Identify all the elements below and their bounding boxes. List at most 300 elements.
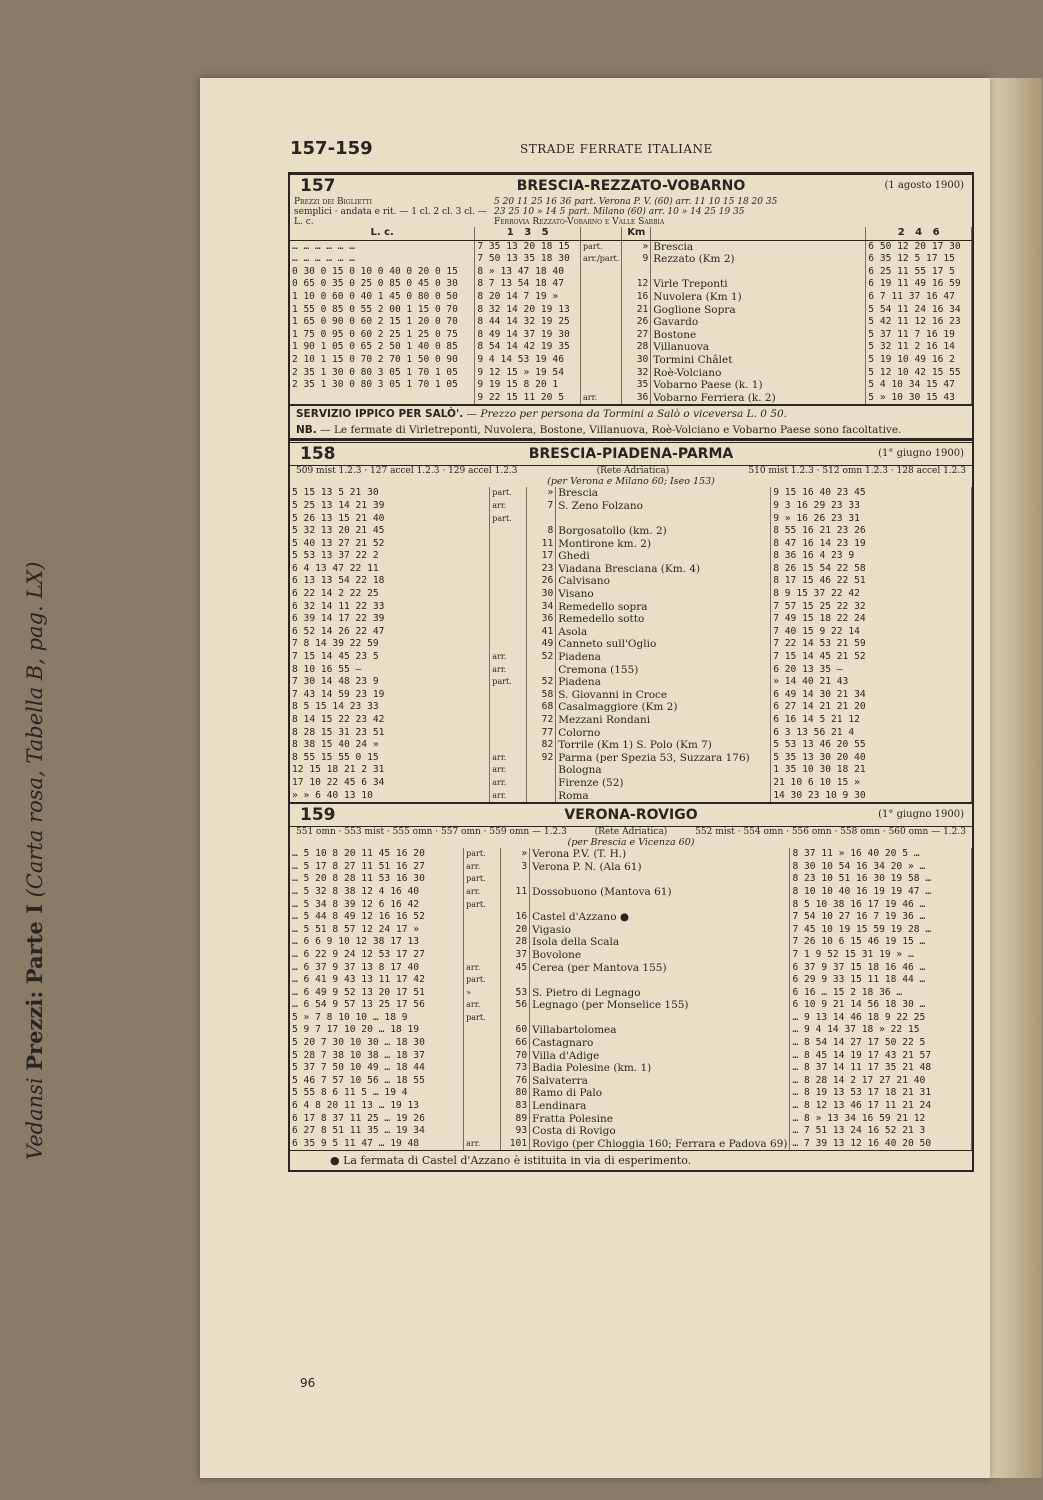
up-times: 1 35 10 30 18 21 [771, 764, 972, 777]
km-distance: 72 [527, 714, 556, 727]
km-distance: 37 [501, 949, 530, 962]
timetable-row [290, 316, 972, 329]
arr-part-tag [490, 563, 527, 576]
up-times: 5 37 11 7 16 19 [866, 329, 972, 342]
section-157 [290, 175, 972, 440]
km-distance: 83 [501, 1100, 530, 1113]
station-name: Tormini Châlet [651, 354, 866, 367]
timetable-row [290, 278, 972, 291]
timetable-row [290, 525, 972, 538]
timetable-row [290, 1012, 972, 1025]
km-distance: 36 [622, 392, 651, 405]
km-distance: 73 [501, 1062, 530, 1075]
servizio-note [290, 404, 972, 422]
km-distance: 16 [622, 291, 651, 304]
km-distance: 92 [527, 752, 556, 765]
down-times: … 6 22 9 24 12 53 17 27 [290, 949, 464, 962]
arr-part-tag [490, 701, 527, 714]
timetable-row [290, 739, 972, 752]
arr-part-tag: arr./part. [581, 253, 622, 266]
up-times: 6 25 11 55 17 5 [866, 266, 972, 279]
km-distance: 52 [527, 676, 556, 689]
up-times: 7 45 10 19 15 59 19 28 … [790, 924, 972, 937]
down-times: 9 12 15 » 19 54 [475, 367, 581, 380]
timetable-row [290, 861, 972, 874]
km-distance: 21 [622, 304, 651, 317]
km-distance: 28 [622, 341, 651, 354]
km-distance [501, 1012, 530, 1025]
up-times: 6 3 13 56 21 4 [771, 727, 972, 740]
timetable-row [290, 899, 972, 912]
timetable-row [290, 638, 972, 651]
arr-part-tag [490, 550, 527, 563]
km-distance: 8 [527, 525, 556, 538]
up-times: 9 15 16 40 23 45 [771, 487, 972, 500]
arr-part-tag [490, 613, 527, 626]
arr-part-tag: arr. [464, 962, 501, 975]
station-name: Brescia [651, 240, 866, 253]
timetable-row [290, 752, 972, 765]
down-times: 12 15 18 21 2 31 [290, 764, 490, 777]
timetable-frame [288, 172, 974, 1172]
down-times: 5 32 13 20 21 45 [290, 525, 490, 538]
rete-label: (Rete Adriatica) [596, 466, 670, 477]
timetable-row [290, 911, 972, 924]
timetable-row [290, 341, 972, 354]
up-times: » 14 40 21 43 [771, 676, 972, 689]
timetable-row [290, 676, 972, 689]
down-times: 9 19 15 8 20 1 [475, 379, 581, 392]
station-name [530, 899, 790, 912]
up-times: 6 19 11 49 16 59 [866, 278, 972, 291]
up-times: … 8 19 13 53 17 18 21 31 [790, 1087, 972, 1100]
s159-table [290, 848, 972, 1150]
up-times: 8 23 10 51 16 30 19 58 … [790, 873, 972, 886]
arr-part-tag [581, 291, 622, 304]
fare-cells: … … … … … … [290, 240, 475, 253]
down-times: 7 8 14 39 22 59 [290, 638, 490, 651]
down-times: 6 22 14 2 22 25 [290, 588, 490, 601]
up-times: … 8 » 13 34 16 59 21 12 [790, 1113, 972, 1126]
down-times: 7 30 14 48 23 9 [290, 676, 490, 689]
up-times: 8 36 16 4 23 9 [771, 550, 972, 563]
timetable-row [290, 727, 972, 740]
col-down-trains: 1 3 5 [475, 227, 581, 240]
timetable-row [290, 487, 972, 500]
s158-rows [290, 487, 972, 802]
timetable-row [290, 924, 972, 937]
arr-part-tag [490, 588, 527, 601]
down-times: 5 15 13 5 21 30 [290, 487, 490, 500]
arr-part-tag: arr. [464, 886, 501, 899]
arr-part-tag [581, 341, 622, 354]
down-times: 9 4 14 53 19 46 [475, 354, 581, 367]
km-distance: 34 [527, 601, 556, 614]
up-times: 8 47 16 14 23 19 [771, 538, 972, 551]
nb-text: — Le fermate di Virletreponti, Nuvolera, Bostone, Villanuova, Roè-Volciano e Vobarno Paese sono facoltative. [320, 424, 902, 437]
station-name: Visano [556, 588, 771, 601]
station-name: Casalmaggiore (Km 2) [556, 701, 771, 714]
arr-part-tag [490, 689, 527, 702]
arr-part-tag: arr. [490, 500, 527, 513]
timetable-row [290, 714, 972, 727]
km-distance [501, 974, 530, 987]
fare-cells: 1 65 0 90 0 60 2 15 1 20 0 70 [290, 316, 475, 329]
timetable-row [290, 601, 972, 614]
timetable-row [290, 651, 972, 664]
timetable-row [290, 873, 972, 886]
timetable-row [290, 1075, 972, 1088]
km-distance [622, 266, 651, 279]
down-times: 5 46 7 57 10 56 … 18 55 [290, 1075, 464, 1088]
arr-part-tag: part. [464, 873, 501, 886]
up-times: 7 22 14 53 21 59 [771, 638, 972, 651]
station-name: Rezzato (Km 2) [651, 253, 866, 266]
down-times: 5 53 13 37 22 2 [290, 550, 490, 563]
km-distance: 26 [622, 316, 651, 329]
km-distance [527, 790, 556, 803]
arr-part-tag [464, 911, 501, 924]
up-times: 8 26 15 54 22 58 [771, 563, 972, 576]
timetable-row [290, 664, 972, 677]
timetable-row [290, 1062, 972, 1075]
s157-column-head [290, 227, 972, 240]
up-times: 9 3 16 29 23 33 [771, 500, 972, 513]
fare-cells: … … … … … … [290, 253, 475, 266]
up-times: 5 » 10 30 15 43 [866, 392, 972, 405]
up-times: 7 54 10 27 16 7 19 36 … [790, 911, 972, 924]
down-times: 8 32 14 20 19 13 [475, 304, 581, 317]
arr-part-tag [464, 1087, 501, 1100]
up-times: 6 7 11 37 16 47 [866, 291, 972, 304]
down-times: … 5 17 8 27 11 51 16 27 [290, 861, 464, 874]
up-times: 7 15 14 45 21 52 [771, 651, 972, 664]
km-distance: 23 [527, 563, 556, 576]
down-times: 8 54 14 42 19 35 [475, 341, 581, 354]
station-name: Remedello sopra [556, 601, 771, 614]
down-times: 7 35 13 20 18 15 [475, 240, 581, 253]
arr-part-tag [464, 1113, 501, 1126]
down-times: 5 » 7 8 10 10 … 18 9 [290, 1012, 464, 1025]
timetable-row [290, 1113, 972, 1126]
prices-header [294, 197, 494, 227]
station-name: S. Zeno Folzano [556, 500, 771, 513]
up-times: 7 49 15 18 22 24 [771, 613, 972, 626]
arr-part-tag [581, 367, 622, 380]
km-distance: » [622, 240, 651, 253]
station-name: Gavardo [651, 316, 866, 329]
down-times: … 5 10 8 20 11 45 16 20 [290, 848, 464, 861]
servizio-text: — Prezzo per persona da Tormini a Salò o viceversa L. 0 50. [466, 408, 787, 421]
down-times: … 5 20 8 28 11 53 16 30 [290, 873, 464, 886]
up-times: 8 9 15 37 22 42 [771, 588, 972, 601]
km-distance [527, 664, 556, 677]
km-distance: 77 [527, 727, 556, 740]
down-times: 8 7 13 54 18 47 [475, 278, 581, 291]
arr-part-tag [581, 329, 622, 342]
km-distance: 68 [527, 701, 556, 714]
arr-part-tag: arr. [464, 861, 501, 874]
arr-part-tag: part. [490, 487, 527, 500]
down-times: … 5 32 8 38 12 4 16 40 [290, 886, 464, 899]
station-name: Canneto sull'Oglio [556, 638, 771, 651]
timetable-row [290, 379, 972, 392]
station-name: Virle Treponti [651, 278, 866, 291]
arr-part-tag: arr. [464, 999, 501, 1012]
timetable-row [290, 240, 972, 253]
station-name: Rovigo (per Chioggia 160; Ferrara e Padova 69) [530, 1138, 790, 1151]
nb-title: NB. [296, 424, 317, 437]
station-name: Verona P. N. (Ala 61) [530, 861, 790, 874]
down-times: 6 35 9 5 11 47 … 19 48 [290, 1138, 464, 1151]
down-times: 6 4 8 20 11 13 … 19 13 [290, 1100, 464, 1113]
up-times: 5 12 10 42 15 55 [866, 367, 972, 380]
s158-meta [290, 465, 972, 476]
km-distance: 60 [501, 1024, 530, 1037]
down-times: … 5 34 8 39 12 6 16 42 [290, 899, 464, 912]
down-times: 6 17 8 37 11 25 … 19 26 [290, 1113, 464, 1126]
side-reference [22, 260, 47, 1160]
timetable-row [290, 304, 972, 317]
timetable-row [290, 575, 972, 588]
arr-part-tag [464, 1125, 501, 1138]
up-times: 6 10 9 21 14 56 18 30 … [790, 999, 972, 1012]
km-distance: 52 [527, 651, 556, 664]
timetable-row [290, 1037, 972, 1050]
up-times: 7 40 15 9 22 14 [771, 626, 972, 639]
timetable-row [290, 588, 972, 601]
up-times: 6 27 14 21 21 20 [771, 701, 972, 714]
down-times: 7 50 13 35 18 30 [475, 253, 581, 266]
station-name: Viadana Bresciana (Km. 4) [556, 563, 771, 576]
down-times: 8 20 14 7 19 » [475, 291, 581, 304]
station-name: Dossobuono (Mantova 61) [530, 886, 790, 899]
station-name: Remedello sotto [556, 613, 771, 626]
page-range: 157-159 [290, 138, 373, 159]
arr-part-tag: part. [490, 676, 527, 689]
page-number: 96 [300, 1376, 316, 1390]
up-trains-head: 510 mist 1.2.3 · 512 omn 1.2.3 · 128 accel 1.2.3 [748, 466, 966, 477]
down-times: 8 5 15 14 23 33 [290, 701, 490, 714]
arr-part-tag [581, 379, 622, 392]
timetable-row [290, 500, 972, 513]
station-name: Parma (per Spezia 53, Suzzara 176) [556, 752, 771, 765]
col-prices: L. c. [290, 227, 475, 240]
timetable-row [290, 936, 972, 949]
up-times: … 7 39 13 12 16 40 20 50 [790, 1138, 972, 1151]
timetable-row [290, 266, 972, 279]
timetable-row [290, 949, 972, 962]
running-title: STRADE FERRATE ITALIANE [520, 142, 713, 156]
section-date: (1 agosto 1900) [884, 180, 964, 191]
arr-part-tag: part. [464, 848, 501, 861]
km-distance: 17 [527, 550, 556, 563]
km-distance: 26 [527, 575, 556, 588]
km-distance: 12 [622, 278, 651, 291]
arr-part-tag: arr. [490, 790, 527, 803]
station-name: Firenze (52) [556, 777, 771, 790]
up-times: 6 16 14 5 21 12 [771, 714, 972, 727]
timetable-row [290, 701, 972, 714]
station-name: Piadena [556, 651, 771, 664]
timetable-row [290, 1125, 972, 1138]
station-name: Isola della Scala [530, 936, 790, 949]
timetable-row [290, 550, 972, 563]
station-name: Lendinara [530, 1100, 790, 1113]
up-times: 8 17 15 46 22 51 [771, 575, 972, 588]
km-distance: 89 [501, 1113, 530, 1126]
station-name: Villa d'Adige [530, 1050, 790, 1063]
km-distance: » [501, 848, 530, 861]
station-name: Villabartolomea [530, 1024, 790, 1037]
station-name: Asola [556, 626, 771, 639]
down-times: 8 10 16 55 — [290, 664, 490, 677]
via-note: (per Verona e Milano 60; Iseo 153) [547, 476, 715, 488]
timetable-row [290, 538, 972, 551]
km-distance: 66 [501, 1037, 530, 1050]
fare-cells: 1 90 1 05 0 65 2 50 1 40 0 85 [290, 341, 475, 354]
down-times: 7 43 14 59 23 19 [290, 689, 490, 702]
station-name [530, 1012, 790, 1025]
down-times: 8 38 15 40 24 » [290, 739, 490, 752]
down-times: 5 28 7 38 10 38 … 18 37 [290, 1050, 464, 1063]
down-times: 7 15 14 45 23 5 [290, 651, 490, 664]
down-times: 6 52 14 26 22 47 [290, 626, 490, 639]
prices-title: Prezzi dei Biglietti [294, 197, 372, 207]
km-distance: 80 [501, 1087, 530, 1100]
down-times: 6 32 14 11 22 33 [290, 601, 490, 614]
station-name: Vobarno Paese (k. 1) [651, 379, 866, 392]
arr-part-tag [581, 278, 622, 291]
km-distance: 93 [501, 1125, 530, 1138]
timetable-row [290, 1100, 972, 1113]
station-name: Roma [556, 790, 771, 803]
km-distance: 53 [501, 987, 530, 1000]
connections-top [494, 197, 968, 227]
km-distance: 16 [501, 911, 530, 924]
fare-cells: 0 65 0 35 0 25 0 85 0 45 0 30 [290, 278, 475, 291]
fare-cells: 0 30 0 15 0 10 0 40 0 20 0 15 [290, 266, 475, 279]
station-name [651, 266, 866, 279]
km-distance: 36 [527, 613, 556, 626]
down-trains-head: 509 mist 1.2.3 · 127 accel 1.2.3 · 129 accel 1.2.3 [296, 466, 518, 477]
up-times: 5 32 11 2 16 14 [866, 341, 972, 354]
station-name: Cerea (per Mantova 155) [530, 962, 790, 975]
km-distance [527, 777, 556, 790]
prices-columns: semplici · andata e rit. — 1 cl. 2 cl. 3 cl. — L. c. [294, 207, 487, 227]
timetable-row [290, 974, 972, 987]
timetable-row [290, 1087, 972, 1100]
timetable-row [290, 291, 972, 304]
up-times: … 7 51 13 24 16 52 21 3 [790, 1125, 972, 1138]
station-name: Legnago (per Monselice 155) [530, 999, 790, 1012]
timetable-row [290, 848, 972, 861]
col-km: Km [622, 227, 651, 240]
km-distance: 11 [501, 886, 530, 899]
timetable-row [290, 1050, 972, 1063]
down-times: 6 27 8 51 11 35 … 19 34 [290, 1125, 464, 1138]
timetable-row [290, 790, 972, 803]
down-times: 8 14 15 22 23 42 [290, 714, 490, 727]
up-times: 7 26 10 6 15 46 19 15 … [790, 936, 972, 949]
station-name: Badia Polesine (km. 1) [530, 1062, 790, 1075]
timetable-row [290, 354, 972, 367]
timetable-row [290, 886, 972, 899]
s157-table [290, 227, 972, 404]
up-times: 9 » 16 26 23 31 [771, 513, 972, 526]
s157-rows [290, 240, 972, 404]
station-name: Vobarno Ferriera (k. 2) [651, 392, 866, 405]
down-times: 9 22 15 11 20 5 [475, 392, 581, 405]
arr-part-tag [581, 266, 622, 279]
up-times: 5 54 11 24 16 34 [866, 304, 972, 317]
km-distance [501, 899, 530, 912]
station-name: Borgosatollo (km. 2) [556, 525, 771, 538]
up-times: 8 5 10 38 16 17 19 46 … [790, 899, 972, 912]
arr-part-tag [490, 739, 527, 752]
section-title: BRESCIA-PIADENA-PARMA [528, 446, 734, 463]
down-times: 5 40 13 27 21 52 [290, 538, 490, 551]
fare-cells: 1 55 0 85 0 55 2 00 1 15 0 70 [290, 304, 475, 317]
km-distance: 28 [501, 936, 530, 949]
km-distance: 82 [527, 739, 556, 752]
up-times: … 8 54 14 27 17 50 22 5 [790, 1037, 972, 1050]
km-distance: 27 [622, 329, 651, 342]
arr-part-tag [464, 936, 501, 949]
timetable-row [290, 1138, 972, 1151]
km-distance: 30 [622, 354, 651, 367]
up-times: 8 55 16 21 23 26 [771, 525, 972, 538]
up-times: … 8 28 14 2 17 27 21 40 [790, 1075, 972, 1088]
fare-cells: 1 75 0 95 0 60 2 25 1 25 0 75 [290, 329, 475, 342]
timetable-row [290, 987, 972, 1000]
up-times: 7 1 9 52 15 31 19 » … [790, 949, 972, 962]
station-name: Costa di Rovigo [530, 1125, 790, 1138]
s159-rows [290, 848, 972, 1150]
arr-part-tag [490, 626, 527, 639]
up-times: 8 10 10 40 16 19 19 47 … [790, 886, 972, 899]
station-name: Roè-Volciano [651, 367, 866, 380]
station-name: Verona P.V. (T. H.) [530, 848, 790, 861]
up-times: 6 49 14 30 21 34 [771, 689, 972, 702]
arr-part-tag: part. [464, 899, 501, 912]
km-distance: 30 [527, 588, 556, 601]
section-159 [290, 804, 972, 1170]
down-times: » » 6 40 13 10 [290, 790, 490, 803]
rete-label: (Rete Adriatica) [594, 827, 668, 838]
up-times: 14 30 23 10 9 30 [771, 790, 972, 803]
arr-part-tag: part. [581, 240, 622, 253]
timetable-row [290, 613, 972, 626]
km-distance [501, 873, 530, 886]
station-name [530, 873, 790, 886]
arr-part-tag [490, 575, 527, 588]
s159-meta [290, 826, 972, 837]
km-distance: 35 [622, 379, 651, 392]
timetable-row [290, 1024, 972, 1037]
arr-part-tag: part. [464, 974, 501, 987]
fare-cells: 2 35 1 30 0 80 3 05 1 70 1 05 [290, 379, 475, 392]
station-name: Torrile (Km 1) S. Polo (Km 7) [556, 739, 771, 752]
station-name: Fratta Polesine [530, 1113, 790, 1126]
arr-part-tag [490, 727, 527, 740]
timetable-row [290, 962, 972, 975]
col-up-trains: 2 4 6 [866, 227, 972, 240]
fare-cells: 2 10 1 15 0 70 2 70 1 50 0 90 [290, 354, 475, 367]
down-times: 6 39 14 17 22 39 [290, 613, 490, 626]
down-times: … 5 51 8 57 12 24 17 » [290, 924, 464, 937]
arr-part-tag: arr. [490, 752, 527, 765]
